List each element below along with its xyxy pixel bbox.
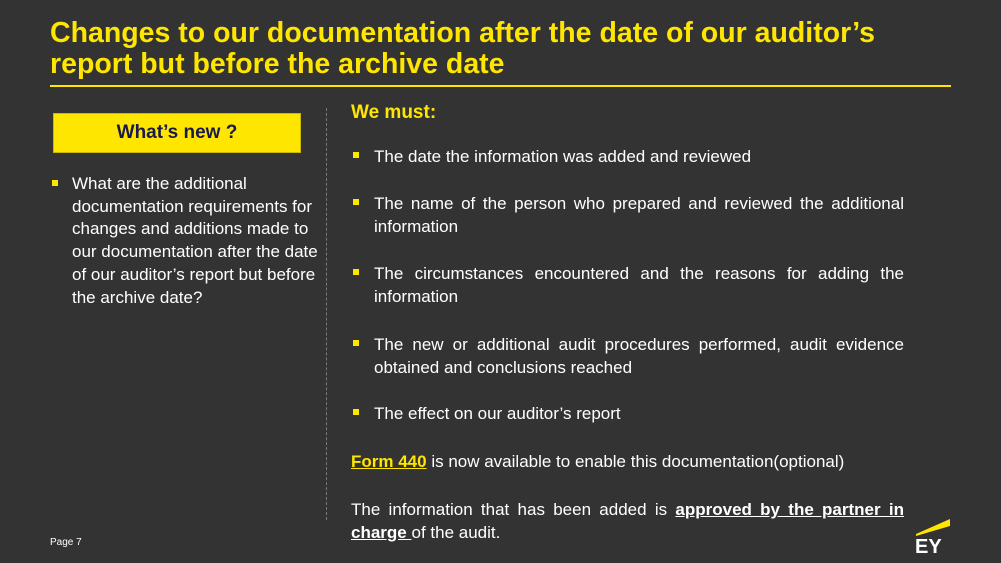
- form-440-link[interactable]: Form 440: [351, 452, 427, 471]
- approval-paragraph: [351, 498, 904, 544]
- page-number: Page 7: [50, 537, 82, 548]
- ey-logo-text: EY: [915, 536, 942, 555]
- square-bullet-icon: [353, 152, 359, 158]
- approval-text-pre: The information that has been added is: [351, 500, 676, 519]
- square-bullet-icon: [353, 409, 359, 415]
- requirement-text: The effect on our auditor’s report: [374, 404, 621, 423]
- title-underline: [50, 85, 951, 87]
- requirement-text: The circumstances encountered and the reasons for adding the information: [374, 264, 904, 306]
- requirement-item: [351, 146, 904, 169]
- requirement-text: The new or additional audit procedures performed, audit evidence obtained and conclusions reached: [374, 335, 904, 377]
- whats-new-box: [53, 113, 301, 153]
- column-divider: [326, 108, 327, 520]
- requirement-text: The date the information was added and reviewed: [374, 147, 752, 166]
- approval-text-post: of the audit.: [411, 523, 501, 542]
- whats-new-label: What’s new ?: [116, 122, 238, 143]
- approval-emphasis: approved by the partner in charge: [351, 500, 904, 542]
- ey-logo-icon: [914, 517, 952, 555]
- we-must-heading: We must:: [351, 102, 437, 123]
- question-text: What are the additional documentation requirements for changes and additions made to our documentation after the date of our auditor’s report but before the archive date?: [72, 174, 318, 307]
- requirement-item: [351, 263, 904, 308]
- requirement-item: [351, 193, 904, 238]
- square-bullet-icon: [353, 269, 359, 275]
- form-paragraph: [351, 450, 904, 473]
- requirement-item: [351, 403, 904, 426]
- question-list: [50, 173, 320, 309]
- question-item: [50, 173, 320, 309]
- requirement-item: [351, 334, 904, 379]
- form-paragraph-text: is now available to enable this documentation(optional): [426, 452, 845, 471]
- square-bullet-icon: [353, 340, 359, 346]
- requirement-text: The name of the person who prepared and reviewed the additional information: [374, 194, 904, 236]
- slide-title: Changes to our documentation after the date of our auditor’s report but before the archive date: [50, 17, 875, 80]
- square-bullet-icon: [353, 199, 359, 205]
- square-bullet-icon: [52, 180, 58, 186]
